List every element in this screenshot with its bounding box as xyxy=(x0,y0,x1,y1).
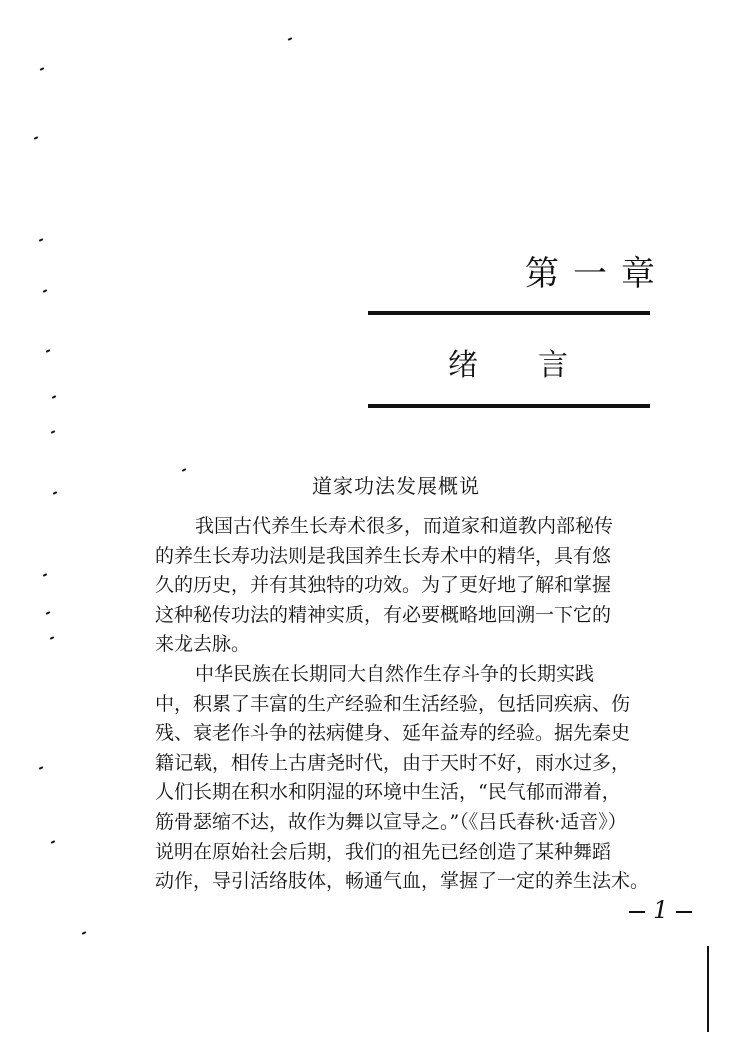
scan-speck xyxy=(82,931,86,935)
paragraph-1-line-3: 久的历史，并有其独特的功效。为了更好地了解和掌握 xyxy=(155,574,612,597)
paragraph-1-line-5: 来龙去脉。 xyxy=(155,633,251,656)
section-title: 道家功法发展概说 xyxy=(312,474,480,498)
paragraph-2-line-6: 筋骨瑟缩不达，故作为舞以宣导之。”（《吕氏春秋·适音》） xyxy=(155,810,627,833)
paragraph-2-line-2: 中，积累了丰富的生产经验和生活经验，包括同疾病、伤 xyxy=(155,692,631,715)
scan-speck xyxy=(51,840,55,844)
chapter-number: 第一章 xyxy=(525,254,669,294)
paragraph-2-line-8: 动作，导引活络肢体，畅通气血，掌握了一定的养生法术。 xyxy=(155,870,650,893)
paragraph-1-line-2: 的养生长寿功法则是我国养生长寿术中的精华，具有悠 xyxy=(155,544,612,567)
paragraph-2-line-1: 中华民族在长期同大自然作生存斗争的长期实践 xyxy=(195,662,595,685)
page-number-left-dash xyxy=(629,911,645,913)
scan-speck xyxy=(288,37,292,41)
scan-speck xyxy=(46,349,50,353)
paragraph-2-line-3: 残、衰老作斗争的祛病健身、延年益寿的经验。据先秦史 xyxy=(155,722,631,745)
scan-speck xyxy=(40,67,44,71)
scan-speck xyxy=(53,491,57,495)
chapter-top-rule xyxy=(368,311,650,315)
scan-speck xyxy=(52,395,56,399)
scan-speck xyxy=(182,468,186,472)
paragraph-1-line-4: 这种秘传功法的精神实质，有必要概略地回溯一下它的 xyxy=(155,603,612,626)
paragraph-2-line-5: 人们长期在积水和阴湿的环境中生活，“民气郁而滞着， xyxy=(155,781,621,804)
scan-speck xyxy=(43,573,47,577)
page-number-value: 1 xyxy=(653,896,669,924)
chapter-title: 绪言 xyxy=(448,348,628,383)
body-text xyxy=(155,512,675,897)
binding-line xyxy=(707,946,709,1032)
scan-speck xyxy=(39,766,43,770)
scan-speck xyxy=(50,636,54,640)
scan-speck xyxy=(51,430,55,434)
paragraph-2-line-7: 说明在原始社会后期，我们的祖先已经创造了某种舞蹈 xyxy=(155,840,612,863)
scan-speck xyxy=(43,289,47,293)
scan-speck xyxy=(46,611,50,615)
chapter-bottom-rule xyxy=(368,404,650,408)
page-number xyxy=(621,896,700,924)
scan-speck xyxy=(34,136,38,140)
paragraph-2-line-4: 籍记载，相传上古唐尧时代，由于天时不好，雨水过多， xyxy=(155,751,631,774)
page-number-right-dash xyxy=(676,911,692,913)
paragraph-1-line-1: 我国古代养生长寿术很多，而道家和道教内部秘传 xyxy=(195,515,614,537)
scan-speck xyxy=(39,238,43,242)
